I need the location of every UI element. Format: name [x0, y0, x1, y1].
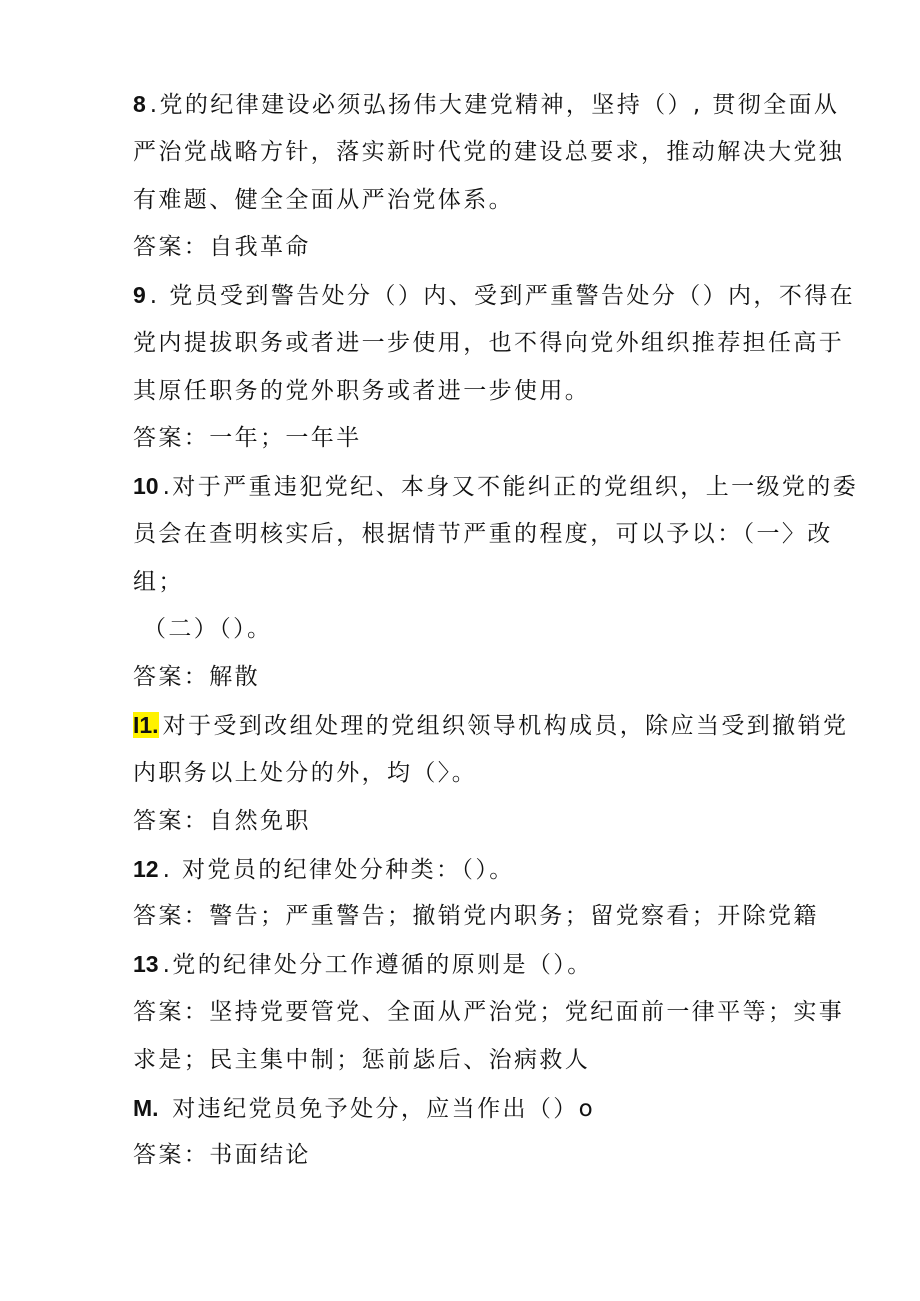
- question-10-line-1: [133, 469, 859, 504]
- question-12-text-1: . 对党员的纪律处分种类：（）。: [162, 857, 515, 883]
- question-12-number: 12: [133, 856, 159, 882]
- question-10-line-4: （二）（）。: [143, 616, 273, 642]
- question-9-number: 9: [133, 282, 146, 308]
- question-11-answer: 答案：自然免职: [133, 808, 311, 834]
- question-14-number: M.: [133, 1095, 159, 1121]
- question-9-line-3: 其原任职务的党外职务或者进一步使用。: [133, 378, 591, 404]
- question-11-line-1: [133, 708, 849, 743]
- question-13-text-1: .党的纪律处分工作遵循的原则是（）。: [162, 952, 593, 978]
- question-9-line-2: 党内提拔职务或者进一步使用，也不得向党外组织推荐担任高于: [133, 330, 845, 356]
- question-8-line-1: [133, 87, 840, 122]
- question-13-number: 13: [133, 951, 159, 977]
- question-10-line-2: 员会在查明核实后，根据情节严重的程度，可以予以：（一〉改: [133, 521, 833, 547]
- question-13-line-1: [133, 947, 803, 982]
- question-8-answer: 答案：自我革命: [133, 234, 311, 260]
- question-14-text-1: 对违纪党员免予处分，应当作出（）o: [162, 1096, 596, 1122]
- question-9-line-1: [133, 278, 856, 313]
- question-8-line-2: 严治党战略方针，落实新时代党的建设总要求，推动解决大党独: [133, 139, 845, 165]
- question-11-line-2: 内职务以上处分的外，均（〉。: [133, 760, 478, 786]
- question-9-answer: 答案：一年；一年半: [133, 425, 362, 451]
- question-12-answer: 答案：警告；严重警告；撤销党内职务；留党察看；开除党籍: [133, 903, 819, 929]
- question-10-text-1: .对于严重违犯党纪、本身又不能纠正的党组织，上一级党的委: [162, 474, 859, 500]
- question-13-answer-line-2: 求是；民主集中制；惩前毖后、治病救人: [133, 1047, 591, 1073]
- question-12-line-1: [133, 852, 803, 887]
- question-13-answer-line-1: 答案：坚持党要管党、全面从严治党；党纪面前一律平等；实事: [133, 999, 845, 1025]
- question-8-text-1: .党的纪律建设必须弘扬伟大建党精神，坚持（）, 贯彻全面从: [149, 92, 840, 118]
- question-10-answer: 答案：解散: [133, 664, 260, 690]
- question-11-text-1: 对于受到改组处理的党组织领导机构成员，除应当受到撤销党: [162, 713, 849, 739]
- question-8-number: 8: [133, 91, 146, 117]
- question-11-number-highlight: I1.: [133, 712, 159, 738]
- question-10-line-3: 组；: [133, 569, 184, 595]
- question-9-text-1: . 党员受到警告处分（）内、受到严重警告处分（）内，不得在: [149, 283, 856, 309]
- question-14-line-1: [133, 1091, 803, 1126]
- question-10-number: 10: [133, 473, 159, 499]
- question-14-answer: 答案：书面结论: [133, 1142, 311, 1168]
- question-8-line-3: 有难题、健全全面从严治党体系。: [133, 187, 514, 213]
